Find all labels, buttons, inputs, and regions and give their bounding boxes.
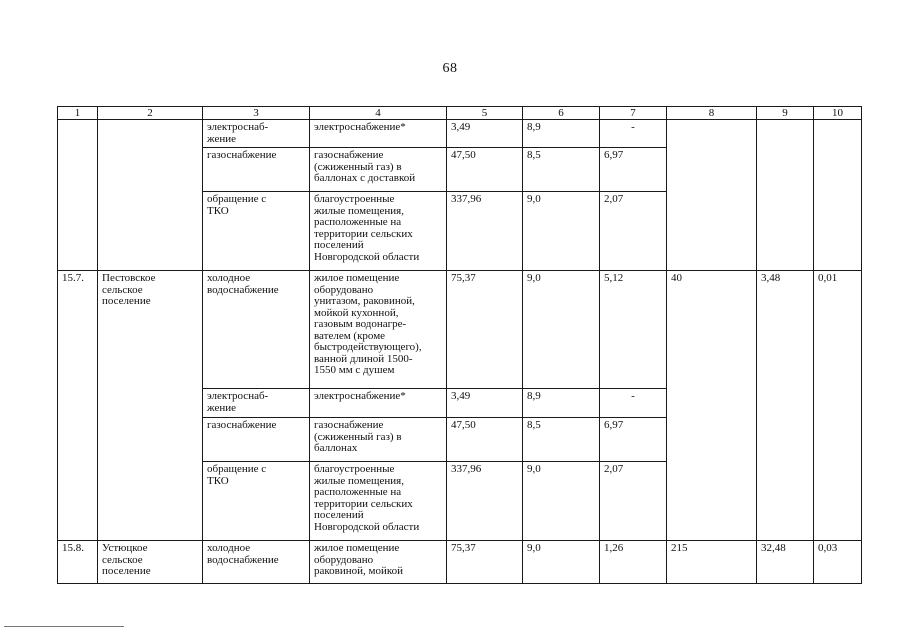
cell-number: 15.8. [58,541,98,584]
cell-col8: 40 [667,271,757,541]
cell-col10: 0,03 [814,541,862,584]
cell-col10: 0,01 [814,271,862,541]
cell-col7: 1,26 [600,541,667,584]
cell-service: обращение с ТКО [203,192,310,271]
cell-description: жилое помещение оборудовано раковиной, мойкой [310,541,447,584]
cell-col6: 9,0 [523,192,600,271]
cell-col6: 8,5 [523,418,600,462]
tariff-table [57,106,862,584]
cell-col8: 215 [667,541,757,584]
cell-service: электроснаб- жение [203,120,310,148]
column-header: 10 [814,107,862,120]
cell-col7: 2,07 [600,192,667,271]
cell-description: жилое помещение оборудовано унитазом, раковиной, мойкой кухонной, газовым водонагре- вателем (кроме быстродействующего), ванной длиной 1500- 1550 мм с душем [310,271,447,389]
cell-service: газоснабжение [203,418,310,462]
header-row [58,107,862,120]
cell-col8-empty [667,120,757,271]
column-header: 8 [667,107,757,120]
table-row [58,541,862,584]
cell-description: электроснабжение* [310,389,447,418]
cell-settlement: Пестовское сельское поселение [98,271,203,541]
cell-service: холодное водоснабжение [203,271,310,389]
cell-col6: 9,0 [523,271,600,389]
column-header: 2 [98,107,203,120]
cell-description: благоустроенные жилые помещения, расположенные на территории сельских поселений Новгородской области [310,462,447,541]
cell-col5: 337,96 [447,192,523,271]
column-header: 4 [310,107,447,120]
cell-col7: 2,07 [600,462,667,541]
cell-col6: 9,0 [523,462,600,541]
cell-col5: 47,50 [447,148,523,192]
cell-service: обращение с ТКО [203,462,310,541]
column-header: 5 [447,107,523,120]
cell-number-empty [58,120,98,271]
cell-col9: 32,48 [757,541,814,584]
column-header: 7 [600,107,667,120]
cell-col9: 3,48 [757,271,814,541]
cell-settlement-empty [98,120,203,271]
cell-col7: 6,97 [600,418,667,462]
cell-col6: 8,9 [523,120,600,148]
table-row [58,120,862,148]
cell-col5: 75,37 [447,271,523,389]
cell-service: электроснаб- жение [203,389,310,418]
cell-col5: 3,49 [447,389,523,418]
cell-col5: 3,49 [447,120,523,148]
cell-service: холодное водоснабжение [203,541,310,584]
page-number: 68 [442,61,458,76]
cell-col5: 75,37 [447,541,523,584]
cell-settlement: Устюцкое сельское поселение [98,541,203,584]
cell-service: газоснабжение [203,148,310,192]
cell-description: благоустроенные жилые помещения, расположенные на территории сельских поселений Новгородской области [310,192,447,271]
cell-col6: 8,5 [523,148,600,192]
cell-description: газоснабжение (сжиженный газ) в баллонах с доставкой [310,148,447,192]
cell-col7: - [600,120,667,148]
column-header: 6 [523,107,600,120]
cell-col7: - [600,389,667,418]
cell-col7: 5,12 [600,271,667,389]
cell-col6: 8,9 [523,389,600,418]
cell-col5: 47,50 [447,418,523,462]
cell-col10-empty [814,120,862,271]
cell-col7: 6,97 [600,148,667,192]
footnote-rule [4,626,124,627]
column-header: 3 [203,107,310,120]
table-row [58,271,862,389]
cell-col5: 337,96 [447,462,523,541]
cell-description: электроснабжение* [310,120,447,148]
cell-description: газоснабжение (сжиженный газ) в баллонах [310,418,447,462]
cell-number: 15.7. [58,271,98,541]
cell-col6: 9,0 [523,541,600,584]
column-header: 1 [58,107,98,120]
column-header: 9 [757,107,814,120]
cell-col9-empty [757,120,814,271]
